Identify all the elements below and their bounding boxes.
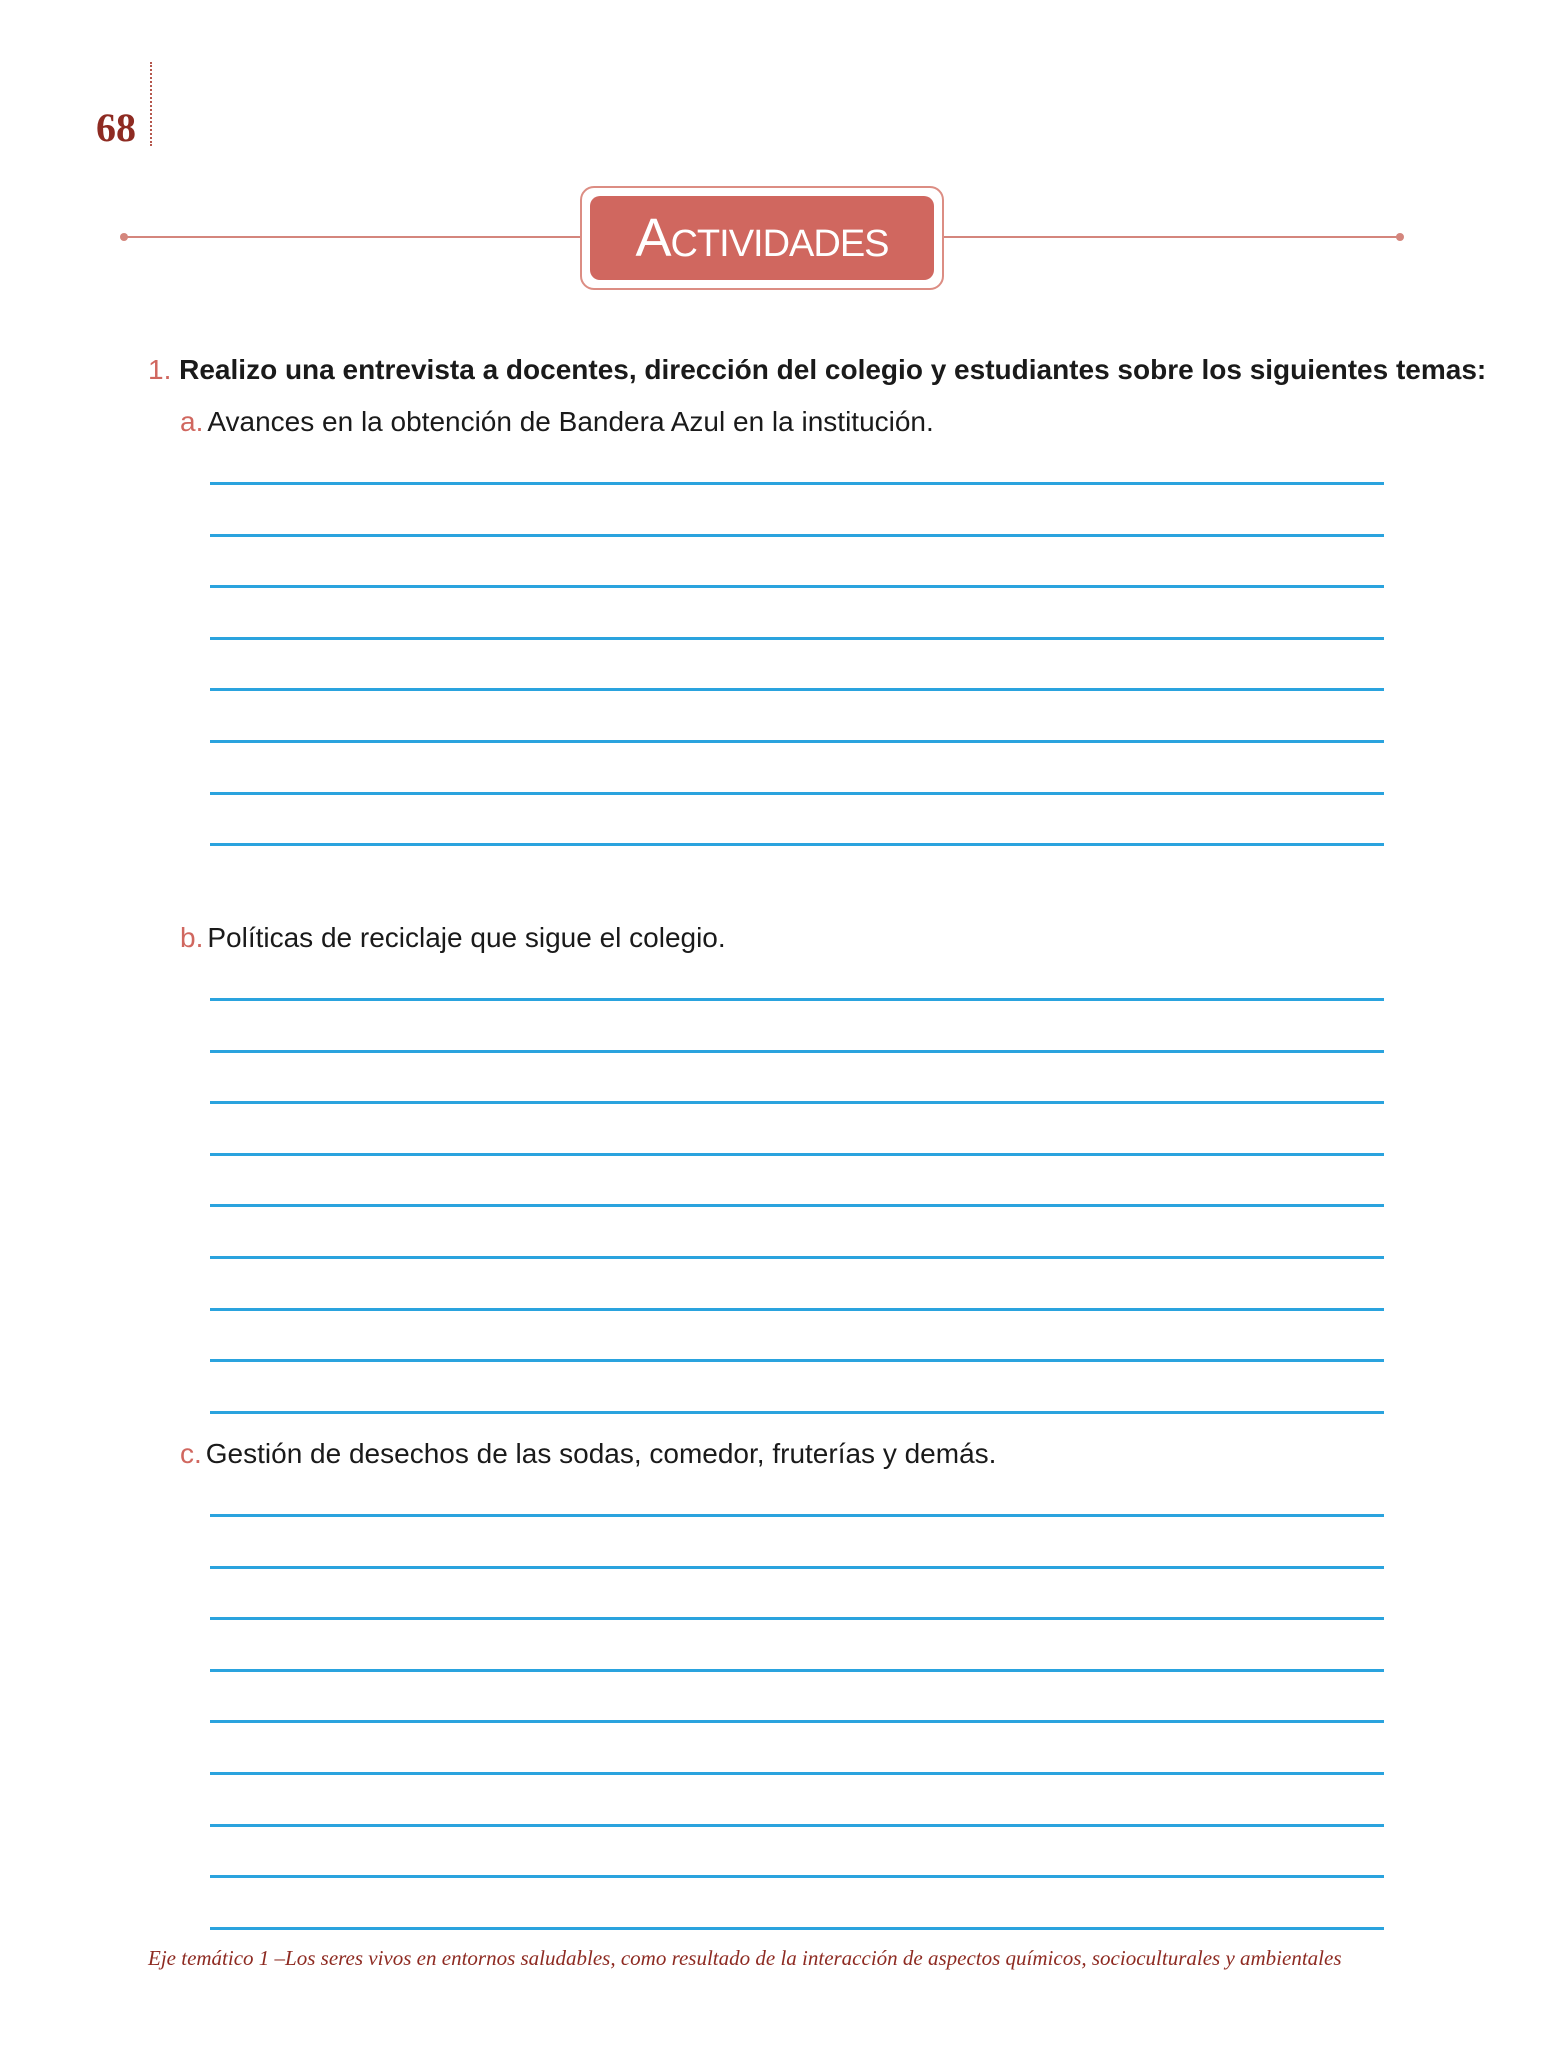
answer-line[interactable] (210, 1514, 1384, 1517)
header-rule-left (124, 236, 584, 238)
answer-line[interactable] (210, 1566, 1384, 1569)
answer-line[interactable] (210, 1256, 1384, 1259)
answer-line[interactable] (210, 1772, 1384, 1775)
answer-line[interactable] (210, 1720, 1384, 1723)
page-number: 68 (96, 105, 136, 150)
answer-line[interactable] (210, 1101, 1384, 1104)
item-text: Gestión de desechos de las sodas, comedor, fruterías y demás. (205, 1438, 997, 1469)
section-banner-fill (590, 196, 934, 280)
answer-line[interactable] (210, 1050, 1384, 1053)
answer-line[interactable] (210, 1617, 1384, 1620)
answer-line[interactable] (210, 482, 1384, 485)
item-text: Avances en la obtención de Bandera Azul en la institución. (207, 406, 934, 437)
item-letter: a. (180, 406, 204, 437)
answer-line[interactable] (210, 1824, 1384, 1827)
answer-line[interactable] (210, 740, 1384, 743)
section-title: Actividades (635, 208, 889, 268)
answer-line[interactable] (210, 585, 1384, 588)
answer-line[interactable] (210, 1411, 1384, 1414)
section-banner (580, 186, 944, 290)
answer-line[interactable] (210, 1927, 1384, 1930)
answer-line[interactable] (210, 1875, 1384, 1878)
question-text: Realizo una entrevista a docentes, dirección del colegio y estudiantes sobre los siguientes temas: (179, 354, 1487, 385)
item-letter: c. (180, 1438, 202, 1469)
question-1 (148, 352, 1486, 388)
header-rule-right (944, 236, 1400, 238)
answer-line[interactable] (210, 637, 1384, 640)
page-number-divider (150, 62, 152, 146)
item-text: Políticas de reciclaje que sigue el colegio. (207, 922, 726, 953)
answer-line[interactable] (210, 1153, 1384, 1156)
header-rule-dot-left (120, 233, 128, 241)
answer-line[interactable] (210, 1359, 1384, 1362)
answer-line[interactable] (210, 1308, 1384, 1311)
item-b (180, 920, 726, 956)
item-letter: b. (180, 922, 204, 953)
answer-line[interactable] (210, 998, 1384, 1001)
answer-line[interactable] (210, 1669, 1384, 1672)
answer-line[interactable] (210, 534, 1384, 537)
footer-caption: Eje temático 1 –Los seres vivos en entornos saludables, como resultado de la interacción de aspectos químicos, socioculturales y ambientales (148, 1946, 1342, 1970)
answer-line[interactable] (210, 688, 1384, 691)
item-c (180, 1436, 996, 1472)
answer-line[interactable] (210, 1204, 1384, 1207)
answer-line[interactable] (210, 843, 1384, 846)
answer-line[interactable] (210, 792, 1384, 795)
question-number: 1. (148, 354, 172, 385)
header-rule-dot-right (1396, 233, 1404, 241)
item-a (180, 404, 934, 440)
